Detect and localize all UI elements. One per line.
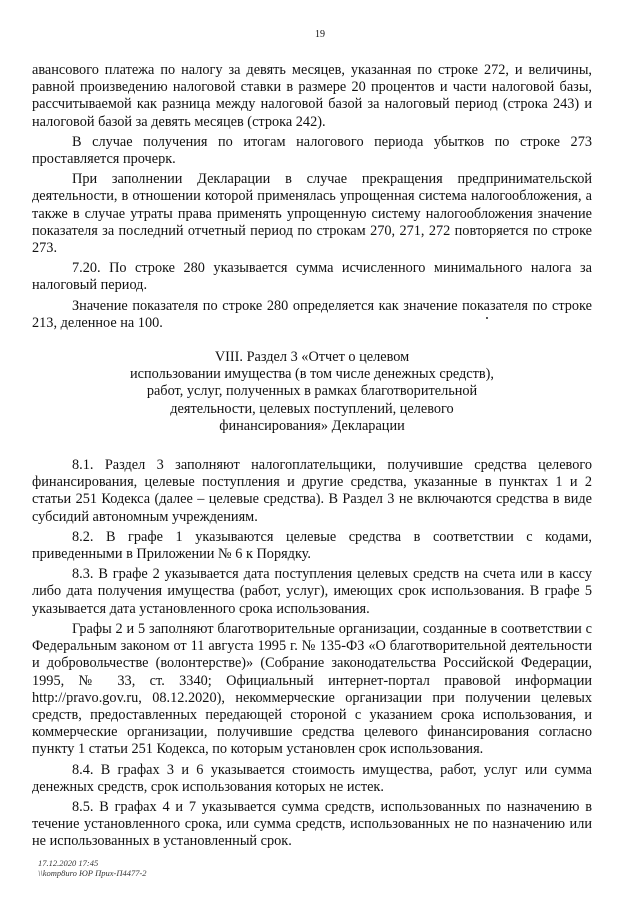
footer-timestamp: 17.12.2020 17:45 — [38, 858, 99, 868]
section-heading — [72, 349, 552, 435]
paragraph: 8.5. В графах 4 и 7 указывается сумма средств, использованных по назначению в течение установленного срока, или сумма средств, использованных не по назначению или не использованных в установленный срок. — [32, 798, 592, 850]
paragraph: При заполнении Декларации в случае прекращения предпринимательской деятельности, в отношении которой применялась упрощенная система налогообложения, а также в случае утраты права применять упрощенную систему налогообложения значение показателя за последний отчетный период по строкам 270, 271, 272 повторяется по строке 273. — [32, 171, 592, 257]
paragraph: Графы 2 и 5 заполняют благотворительные организации, созданные в соответствии с Федеральным законом от 11 августа 1995 г. № 135-ФЗ «О благотворительной деятельности и добровольчестве (волонтерстве)» (Собрание законодательства Российской Федерации, 1995, № 33, ст. 3340; Официальный интернет-портал правовой информации http://pravo.gov.ru, 08.12.2020), некоммерческие организации при получении целевых средств, предоставленных передающей стороной с указанием срока использования, и коммерческие организации, получившие средства целевого финансирования согласно пункту 1 статьи 251 Кодекса, по которым установлен срок использования. — [32, 620, 592, 758]
paragraph: авансового платежа по налогу за девять месяцев, указанная по строке 272, и величины, равной произведению налоговой ставки в размере 20 процентов и части налоговой базы, рассчитываемой как разница между налоговой базой за налоговый период (строка 243) и налоговой базой за девять месяцев (строка 242). — [32, 62, 592, 130]
footer-path: \\komp8uro ЮР Приx-П4477-2 — [38, 868, 147, 878]
heading-line: использовании имущества (в том числе денежных средств), — [129, 366, 494, 383]
heading-line: финансирования» Декларации — [219, 417, 405, 434]
file-footer — [38, 858, 147, 878]
paragraph: 8.2. В графе 1 указываются целевые средства в соответствии с кодами, приведенными в Приложении № 6 к Порядку. — [32, 528, 592, 563]
document-body — [32, 62, 592, 854]
paragraph: 7.20. По строке 280 указывается сумма исчисленного минимального налога за налоговый период. — [32, 260, 592, 294]
paragraph: Значение показателя по строке 280 определяется как значение показателя по строке 213, деленное на 100. — [32, 297, 592, 331]
paragraph: 8.1. Раздел 3 заполняют налогоплательщики, получившие средства целевого финансирования, целевые поступления и другие средства, указанные в пунктах 1 и 2 статьи 251 Кодекса (далее – целевые средства). В Раздел 3 не включаются средства в виде субсидий автономным учреждениям. — [32, 457, 592, 525]
page-number: 19 — [315, 29, 325, 40]
scan-speck — [486, 317, 488, 319]
paragraph: 8.4. В графах 3 и 6 указывается стоимость имущества, работ, услуг или сумма денежных средств, срок использования которых не истек. — [32, 761, 592, 795]
paragraph: 8.3. В графе 2 указывается дата поступления целевых средств на счета или в кассу либо дата получения имущества (работ, услуг), имеющих срок использования. В графе 5 указывается дата установленного срока использования. — [32, 566, 592, 617]
paragraph: В случае получения по итогам налогового периода убытков по строке 273 проставляется прочерк. — [32, 133, 592, 168]
heading-line: деятельности, целевых поступлений, целевого — [170, 400, 454, 417]
heading-line: работ, услуг, полученных в рамках благотворительной — [146, 383, 478, 400]
heading-line: VIII. Раздел 3 «Отчет о целевом — [214, 349, 410, 366]
